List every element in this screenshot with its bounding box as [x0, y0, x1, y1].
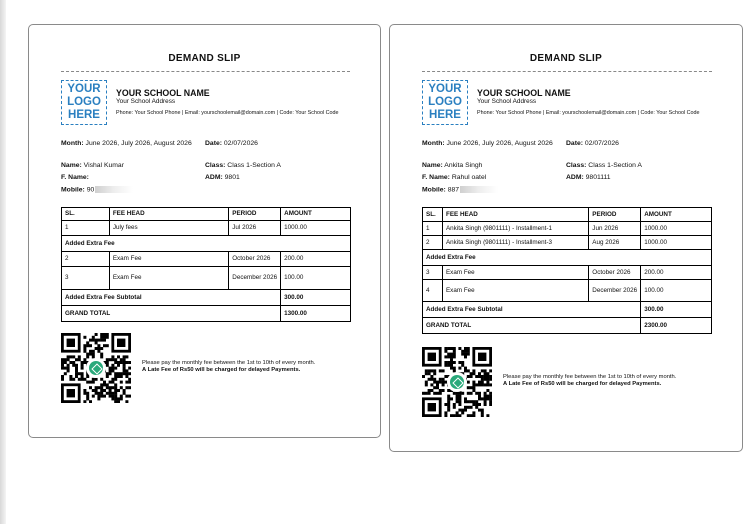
late-fee-note: A Late Fee of Rs50 will be charged for delayed Payments.: [142, 367, 301, 373]
name-field: Name: Vishal Kumar: [61, 162, 124, 169]
table-row: 1 Ankita Singh (9801111) - Installment-1 Jun 2026 1000.00: [423, 222, 712, 236]
grand-total-row: GRAND TOTAL 2300.00: [423, 318, 712, 334]
payment-qr-code: [61, 333, 131, 403]
school-info: [477, 88, 714, 117]
father-name-field: F. Name:: [61, 174, 89, 181]
table-row: 3 Exam Fee December 2026 100.00: [62, 267, 351, 290]
page-edge: [0, 0, 6, 524]
table-header: SL. FEE HEAD PERIOD AMOUNT: [62, 208, 351, 221]
month-field: Month: June 2026, July 2026, August 2026: [61, 140, 192, 147]
school-address: Your School Address: [477, 98, 537, 105]
mobile-field: Mobile: 90: [61, 186, 133, 195]
masked-number: [460, 186, 498, 193]
date-field: Date: 02/07/2026: [205, 140, 258, 147]
demand-slip-1: [28, 24, 381, 438]
table-row: 4 Exam Fee December 2026 100.00: [423, 280, 712, 302]
adm-field: ADM: 9801: [205, 174, 240, 181]
month-field: Month: June 2026, July 2026, August 2026: [422, 140, 553, 147]
subtotal-row: Added Extra Fee Subtotal 300.00: [62, 290, 351, 306]
slip-title: DEMAND SLIP: [168, 53, 241, 64]
school-name: YOUR SCHOOL NAME: [116, 88, 210, 98]
mobile-field: Mobile: 887: [422, 186, 498, 195]
school-name: YOUR SCHOOL NAME: [477, 88, 571, 98]
school-contact: Phone: Your School Phone | Email: yourschoolemail@domain.com | Code: Your School Code: [116, 110, 339, 116]
grand-total-row: GRAND TOTAL 1300.00: [62, 306, 351, 322]
payment-note: Please pay the monthly fee between the 1st to 10th of every month. A Late Fee of Rs50 will be charged for delayed Payments.: [503, 374, 718, 388]
payment-note: Please pay the monthly fee between the 1st to 10th of every month. A Late Fee of Rs50 will be charged for delayed Payments.: [142, 360, 357, 374]
school-address: Your School Address: [116, 98, 176, 105]
table-row: 3 Exam Fee October 2026 200.00: [423, 266, 712, 280]
payment-qr-code: [422, 347, 492, 417]
table-row: 2 Exam Fee October 2026 200.00: [62, 252, 351, 267]
father-name-field: F. Name: Rahul oatel: [422, 174, 487, 181]
extra-fee-heading: Added Extra Fee: [62, 236, 351, 252]
table-header: SL. FEE HEAD PERIOD AMOUNT: [423, 208, 712, 222]
adm-field: ADM: 9801111: [566, 174, 611, 181]
slip-title: DEMAND SLIP: [529, 53, 603, 64]
table-row: 1 July fees Jul 2026 1000.00: [62, 221, 351, 236]
school-info: [116, 88, 352, 117]
class-field: Class: Class 1-Section A: [205, 162, 281, 169]
name-field: Name: Ankita Singh: [422, 162, 483, 169]
late-fee-note: A Late Fee of Rs50 will be charged for delayed Payments.: [503, 381, 662, 387]
masked-number: [95, 186, 133, 193]
date-field: Date: 02/07/2026: [566, 140, 619, 147]
demand-slip-2: [389, 24, 743, 452]
school-logo: YOUR LOGO HERE: [61, 80, 107, 125]
title-divider: [422, 71, 712, 72]
table-row: 2 Ankita Singh (9801111) - Installment-3 Aug 2026 1000.00: [423, 236, 712, 250]
subtotal-row: Added Extra Fee Subtotal 300.00: [423, 302, 712, 318]
fee-table: [422, 207, 712, 334]
fee-table: [61, 207, 351, 322]
school-contact: Phone: Your School Phone | Email: yourschoolemail@domain.com | Code: Your School Code: [477, 110, 700, 116]
class-field: Class: Class 1-Section A: [566, 162, 642, 169]
extra-fee-heading: Added Extra Fee: [423, 250, 712, 266]
title-divider: [61, 71, 350, 72]
school-logo: YOUR LOGO HERE: [422, 80, 468, 125]
